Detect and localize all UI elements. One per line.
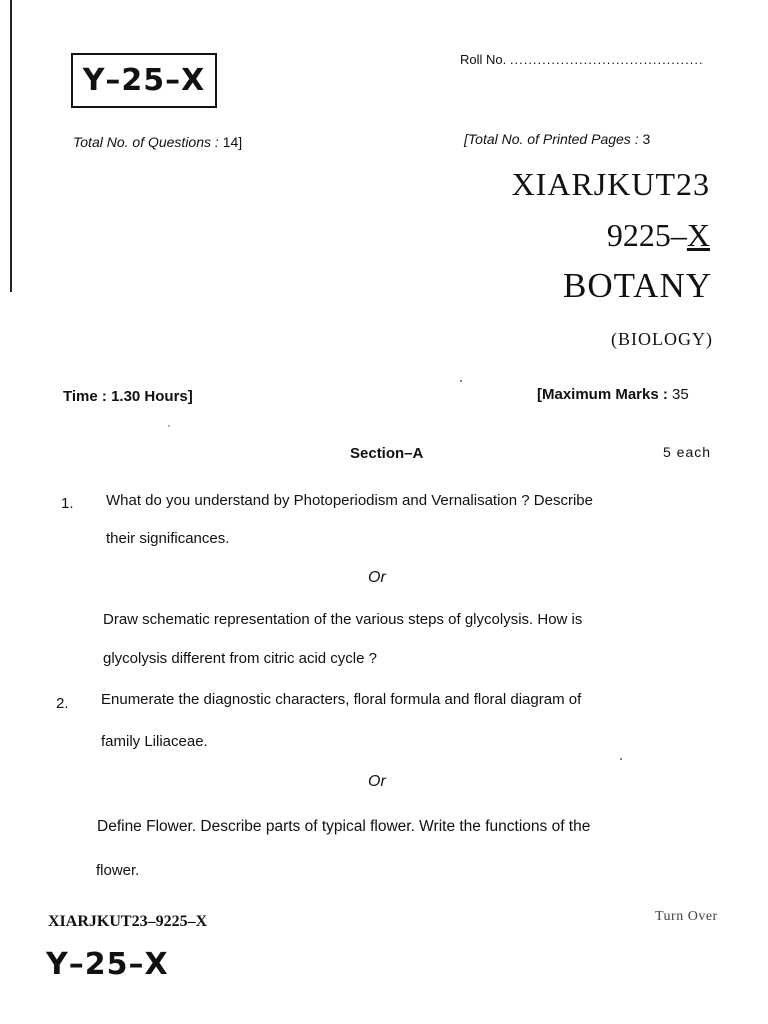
question-2-alt-line-1: Define Flower. Describe parts of typical flower. Write the functions of the — [97, 818, 591, 835]
paper-sub-code-number: 9225– — [606, 217, 687, 253]
turn-over-note: Turn Over — [655, 909, 718, 924]
total-questions-value: 14] — [222, 134, 243, 150]
subject-title: BOTANY — [562, 266, 712, 305]
scan-speck — [168, 425, 170, 427]
question-2-or: Or — [368, 773, 386, 790]
total-questions — [73, 134, 242, 150]
printed-pages — [464, 131, 650, 147]
maximum-marks — [537, 386, 689, 403]
printed-pages-value: 3 — [642, 131, 651, 147]
roll-number-label: Roll No. — [460, 52, 507, 67]
question-1-or: Or — [368, 569, 386, 586]
question-1-number: 1. — [61, 495, 74, 512]
roll-number-dots: .......................................... — [509, 52, 704, 67]
section-title: Section–A — [350, 445, 424, 462]
scan-speck — [620, 758, 622, 760]
question-2-line-1: Enumerate the diagnostic characters, floral formula and floral diagram of — [101, 691, 582, 708]
paper-code: XIARJKUT23 — [511, 166, 710, 202]
printed-pages-label: [Total No. of Printed Pages : — [464, 131, 639, 147]
footer-code-large: Y–25–X — [46, 947, 169, 982]
question-1-line-1: What do you understand by Photoperiodism and Vernalisation ? Describe — [106, 492, 593, 509]
question-2-number: 2. — [56, 695, 69, 712]
section-marks-note: 5 each — [663, 444, 712, 460]
question-2-line-2: family Liliaceae. — [101, 733, 208, 750]
question-2-alt-line-2: flower. — [96, 862, 140, 879]
left-margin-line — [10, 0, 12, 292]
subject-subtitle: (BIOLOGY) — [611, 329, 713, 349]
question-1-line-2: their significances. — [106, 530, 230, 547]
maximum-marks-label: [Maximum Marks : — [537, 386, 668, 403]
time-allowed: Time : 1.30 Hours] — [63, 388, 193, 405]
paper-sub-code-letter: X — [686, 217, 710, 253]
footer-paper-code: XIARJKUT23–9225–X — [48, 913, 208, 930]
roll-number-field — [460, 52, 704, 67]
paper-sub-code — [607, 217, 710, 254]
question-1-alt-line-2: glycolysis different from citric acid cycle ? — [103, 650, 377, 667]
scan-speck — [460, 380, 462, 382]
total-questions-label: Total No. of Questions : — [73, 134, 219, 150]
maximum-marks-value: 35 — [672, 386, 689, 403]
paper-code-box: Y–25–X — [71, 53, 217, 108]
question-1-alt-line-1: Draw schematic representation of the various steps of glycolysis. How is — [103, 611, 583, 628]
